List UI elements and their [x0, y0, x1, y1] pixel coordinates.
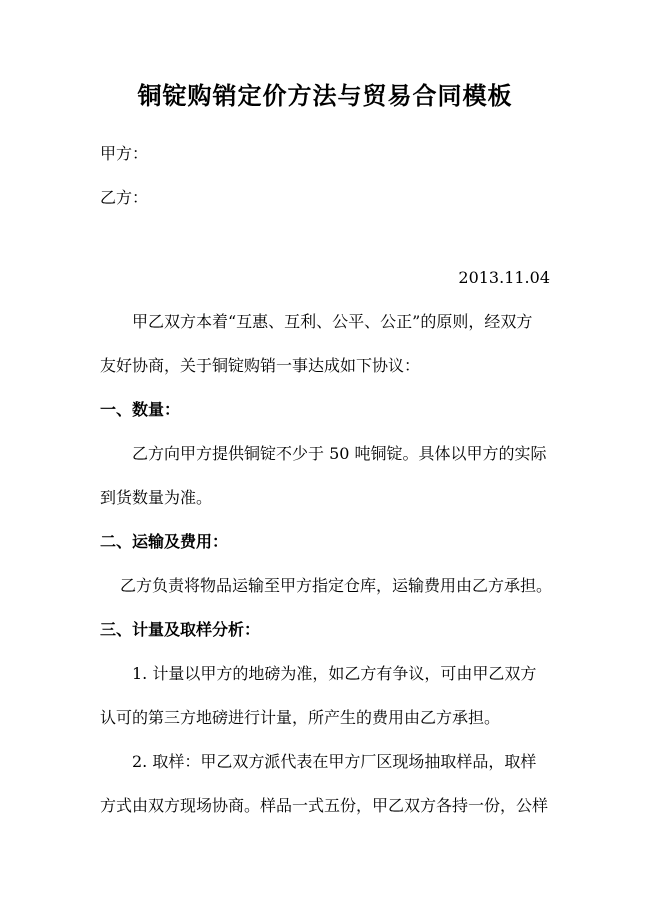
party-b-label: 乙方： [100, 188, 149, 207]
document-title: 铜锭购销定价方法与贸易合同模板 [137, 81, 513, 110]
section-measurement-heading: 三、计量及取样分析： [100, 620, 261, 639]
section-transport-line-1: 乙方负责将物品运输至甲方指定仓库，运输费用由乙方承担。 [120, 576, 553, 595]
section-measurement-line-2: 认可的第三方地磅进行计量，所产生的费用由乙方承担。 [100, 708, 501, 727]
intro-line-2: 友好协商，关于铜锭购销一事达成如下协议： [100, 356, 421, 375]
section-measurement-line-1: 1. 计量以甲方的地磅为准，如乙方有争议，可由甲乙双方 [132, 664, 537, 683]
section-quantity-line-1: 乙方向甲方提供铜锭不少于 50 吨铜锭。具体以甲方的实际 [132, 444, 547, 463]
intro-line-1: 甲乙双方本着“互惠、互利、公平、公正”的原则，经双方 [132, 312, 533, 331]
section-quantity-heading: 一、数量： [100, 400, 181, 419]
contract-date: 2013.11.04 [458, 268, 550, 287]
section-measurement-line-4: 方式由双方现场协商。样品一式五份，甲乙双方各持一份，公样 [100, 796, 549, 815]
section-quantity-line-2: 到货数量为准。 [100, 488, 213, 507]
section-transport-heading: 二、运输及费用： [100, 532, 229, 551]
party-a-label: 甲方： [100, 144, 149, 163]
section-measurement-line-3: 2. 取样：甲乙双方派代表在甲方厂区现场抽取样品，取样 [132, 752, 537, 771]
